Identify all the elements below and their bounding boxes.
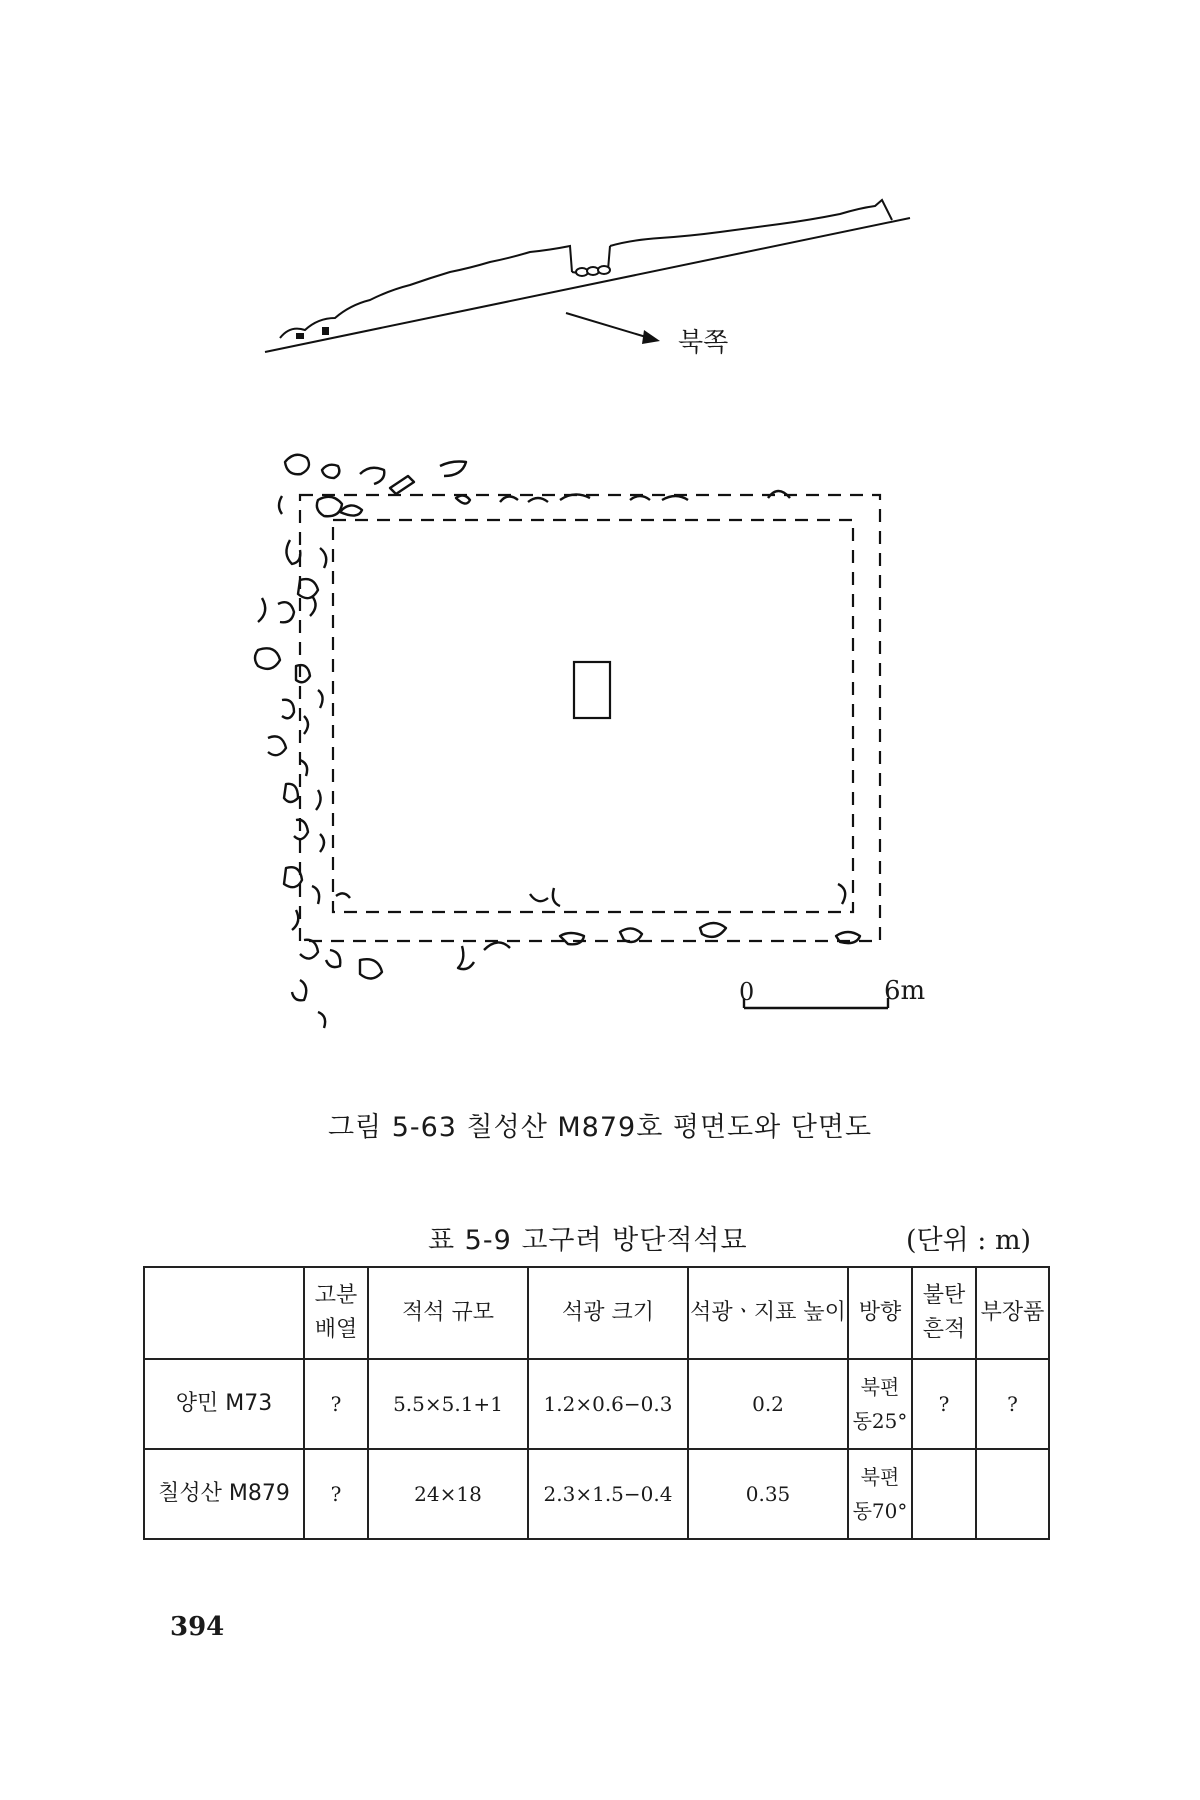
cell-chamber-size: 2.3×1.5−0.4 bbox=[528, 1449, 688, 1539]
cell-cairn-size: 5.5×5.1+1 bbox=[368, 1359, 528, 1449]
header-cairn-size: 적석 규모 bbox=[368, 1267, 528, 1359]
table-row bbox=[144, 1449, 1049, 1539]
header-grave-goods: 부장품 bbox=[976, 1267, 1049, 1359]
cell-direction: 북편 동25° bbox=[848, 1359, 912, 1449]
cell-height: 0.35 bbox=[688, 1449, 848, 1539]
cell-burn-trace: ? bbox=[912, 1359, 976, 1449]
table-unit: (단위 : m) bbox=[906, 1225, 1032, 1256]
header-chamber-size: 석광 크기 bbox=[528, 1267, 688, 1359]
cell-burn-trace bbox=[912, 1449, 976, 1539]
cell-arrangement: ? bbox=[304, 1449, 368, 1539]
cell-chamber-size: 1.2×0.6−0.3 bbox=[528, 1359, 688, 1449]
cell-cairn-size: 24×18 bbox=[368, 1449, 528, 1539]
cell-grave-goods bbox=[976, 1449, 1049, 1539]
figure-caption: 그림 5-63 칠성산 M879호 평면도와 단면도 bbox=[327, 1112, 873, 1143]
cell-height: 0.2 bbox=[688, 1359, 848, 1449]
header-height: 석광ㆍ지표 높이 bbox=[688, 1267, 848, 1359]
cell-direction: 북편 동70° bbox=[848, 1449, 912, 1539]
burial-chamber bbox=[574, 662, 610, 718]
header-direction: 방향 bbox=[848, 1267, 912, 1359]
table-title: 표 5-9 고구려 방단적석묘 bbox=[428, 1225, 748, 1256]
header-name bbox=[144, 1267, 304, 1359]
north-direction-label: 북쪽 bbox=[678, 328, 729, 358]
cell-arrangement: ? bbox=[304, 1359, 368, 1449]
tomb-table bbox=[143, 1266, 1050, 1540]
page-number: 394 bbox=[170, 1612, 225, 1642]
header-burn-trace: 불탄 흔적 bbox=[912, 1267, 976, 1359]
cell-grave-goods: ? bbox=[976, 1359, 1049, 1449]
table-row bbox=[144, 1359, 1049, 1449]
row-name: 칠성산 M879 bbox=[144, 1449, 304, 1539]
header-arrangement: 고분 배열 bbox=[304, 1267, 368, 1359]
scale-start-label: 0 bbox=[739, 978, 755, 1006]
table-header-row bbox=[144, 1267, 1049, 1359]
scale-bar bbox=[744, 998, 888, 1008]
scale-end-label: 6m bbox=[884, 976, 926, 1006]
row-name: 양민 M73 bbox=[144, 1359, 304, 1449]
